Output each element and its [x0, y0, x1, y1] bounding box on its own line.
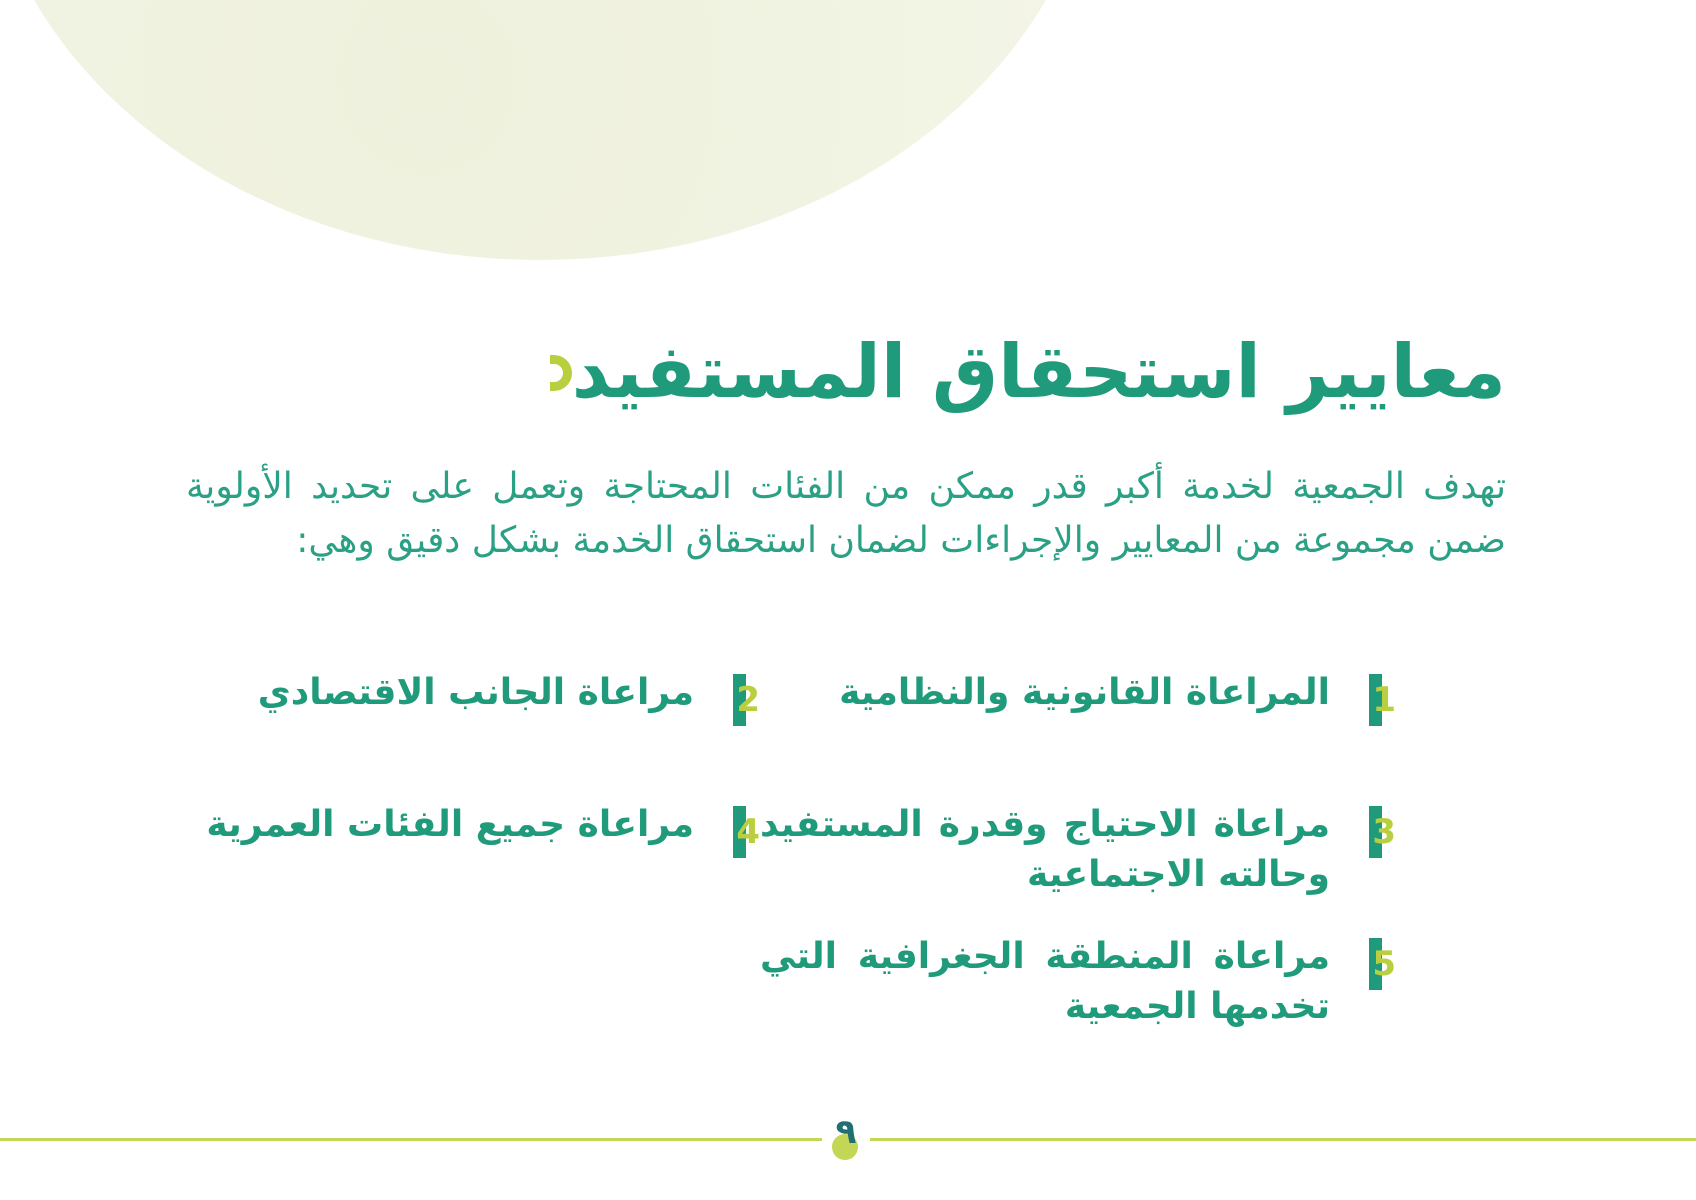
criterion-number: 1	[1372, 680, 1396, 720]
title-row	[518, 329, 1506, 415]
criterion-text: مراعاة الاحتياج وقدرة المستفيد وحالته الاجتماعية	[760, 804, 1330, 895]
criterion-text: مراعاة جميع الفئات العمرية	[206, 804, 694, 845]
criterion-text: مراعاة الجانب الاقتصادي	[257, 672, 694, 713]
intro-paragraph: تهدف الجمعية لخدمة أكبر قدر ممكن من الفئات المحتاجة وتعمل على تحديد الأولوية ضمن مجموعة من المعايير والإجراءات لضمان استحقاق الخدمة بشكل دقيق وهي:	[186, 466, 1506, 561]
footer-divider-left	[0, 1138, 822, 1141]
criterion-marker	[1356, 932, 1396, 1028]
criterion-marker	[720, 668, 760, 764]
criterion-marker	[720, 800, 760, 896]
footer-divider-right	[870, 1138, 1696, 1141]
criterion-marker	[1356, 800, 1396, 896]
criterion-number: 2	[736, 680, 760, 720]
decorative-circle	[0, 0, 1100, 260]
page-title: معايير استحقاق المستفيد	[571, 329, 1506, 415]
page-number-badge	[822, 1112, 870, 1166]
criterion-item	[760, 932, 1396, 1032]
criterion-number: 5	[1372, 944, 1396, 984]
criterion-item	[760, 800, 1396, 900]
criterion-marker	[1356, 668, 1396, 764]
criterion-text: المراعاة القانونية والنظامية	[839, 672, 1330, 713]
criterion-number: 4	[736, 812, 760, 852]
criterion-item	[760, 668, 1396, 764]
page-number: ٩	[835, 1112, 857, 1152]
criterion-item	[124, 800, 760, 896]
bracket-icon	[546, 347, 572, 397]
criterion-text: مراعاة المنطقة الجغرافية التي تخدمها الجمعية	[760, 936, 1330, 1027]
criterion-number: 3	[1372, 812, 1396, 852]
criterion-item	[124, 668, 760, 764]
